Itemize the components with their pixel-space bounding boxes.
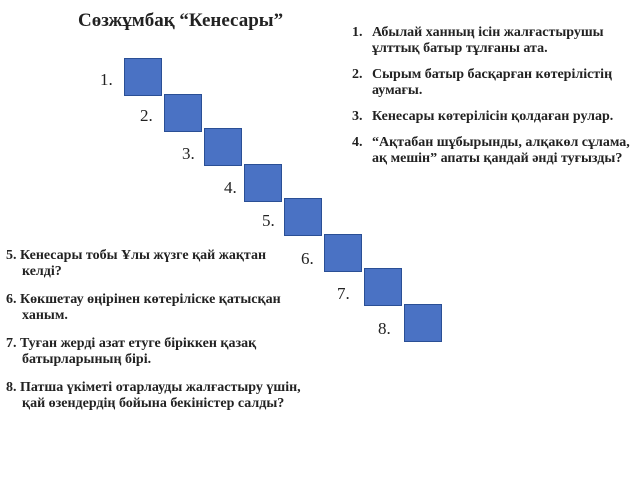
question-text: Туған жерді азат етуге біріккен қазақ батырларының бірі.	[20, 336, 257, 367]
question-number: 2.	[352, 67, 363, 82]
crossword-cell-1[interactable]	[124, 58, 162, 96]
cell-number-2: 2.	[140, 106, 153, 125]
questions-list-right	[352, 25, 640, 177]
cell-number-3: 3.	[182, 144, 195, 163]
question-number: 8.	[6, 380, 17, 395]
cell-number-1: 1.	[100, 70, 113, 89]
question-8	[6, 380, 306, 412]
question-text: “Ақтабан шұбырынды, алқакөл сұлама, ақ мешін” апаты қандай әнді туғызды?	[372, 135, 630, 166]
crossword-cell-6[interactable]	[324, 234, 362, 272]
questions-list-left	[6, 248, 306, 424]
cell-number-5: 5.	[262, 211, 275, 230]
crossword-cell-2[interactable]	[164, 94, 202, 132]
question-number: 6.	[6, 292, 17, 307]
question-5	[6, 248, 306, 280]
question-6	[6, 292, 306, 324]
question-3	[352, 109, 640, 125]
question-text: Патша үкіметі отарлауды жалғастыру үшін, қай өзендердің бойына бекіністер салды?	[20, 380, 301, 411]
question-text: Көкшетау өңірінен көтеріліске қатысқан ханым.	[20, 292, 281, 323]
question-7	[6, 336, 306, 368]
crossword-title: Сөзжұмбақ “Кенесары”	[78, 10, 284, 31]
question-4	[352, 135, 640, 167]
question-2	[352, 67, 640, 99]
question-number: 3.	[352, 109, 363, 124]
crossword-cell-7[interactable]	[364, 268, 402, 306]
cell-number-7: 7.	[337, 284, 350, 303]
question-text: Кенесары тобы Ұлы жүзге қай жақтан келді?	[20, 248, 267, 279]
crossword-cell-4[interactable]	[244, 164, 282, 202]
question-1	[352, 25, 640, 57]
question-number: 5.	[6, 248, 17, 263]
cell-number-8: 8.	[378, 319, 391, 338]
cell-number-6: 6.	[301, 249, 314, 268]
question-text: Кенесары көтерілісін қолдаған рулар.	[372, 109, 614, 124]
question-number: 7.	[6, 336, 17, 351]
crossword-cell-8[interactable]	[404, 304, 442, 342]
question-number: 4.	[352, 135, 363, 150]
question-text: Абылай ханның ісін жалғастырушы ұлттық батыр тұлғаны ата.	[372, 25, 604, 56]
question-text: Сырым батыр басқарған көтерілістің аумағы.	[372, 67, 613, 98]
cell-number-4: 4.	[224, 178, 237, 197]
crossword-cell-3[interactable]	[204, 128, 242, 166]
crossword-cell-5[interactable]	[284, 198, 322, 236]
question-number: 1.	[352, 25, 363, 40]
